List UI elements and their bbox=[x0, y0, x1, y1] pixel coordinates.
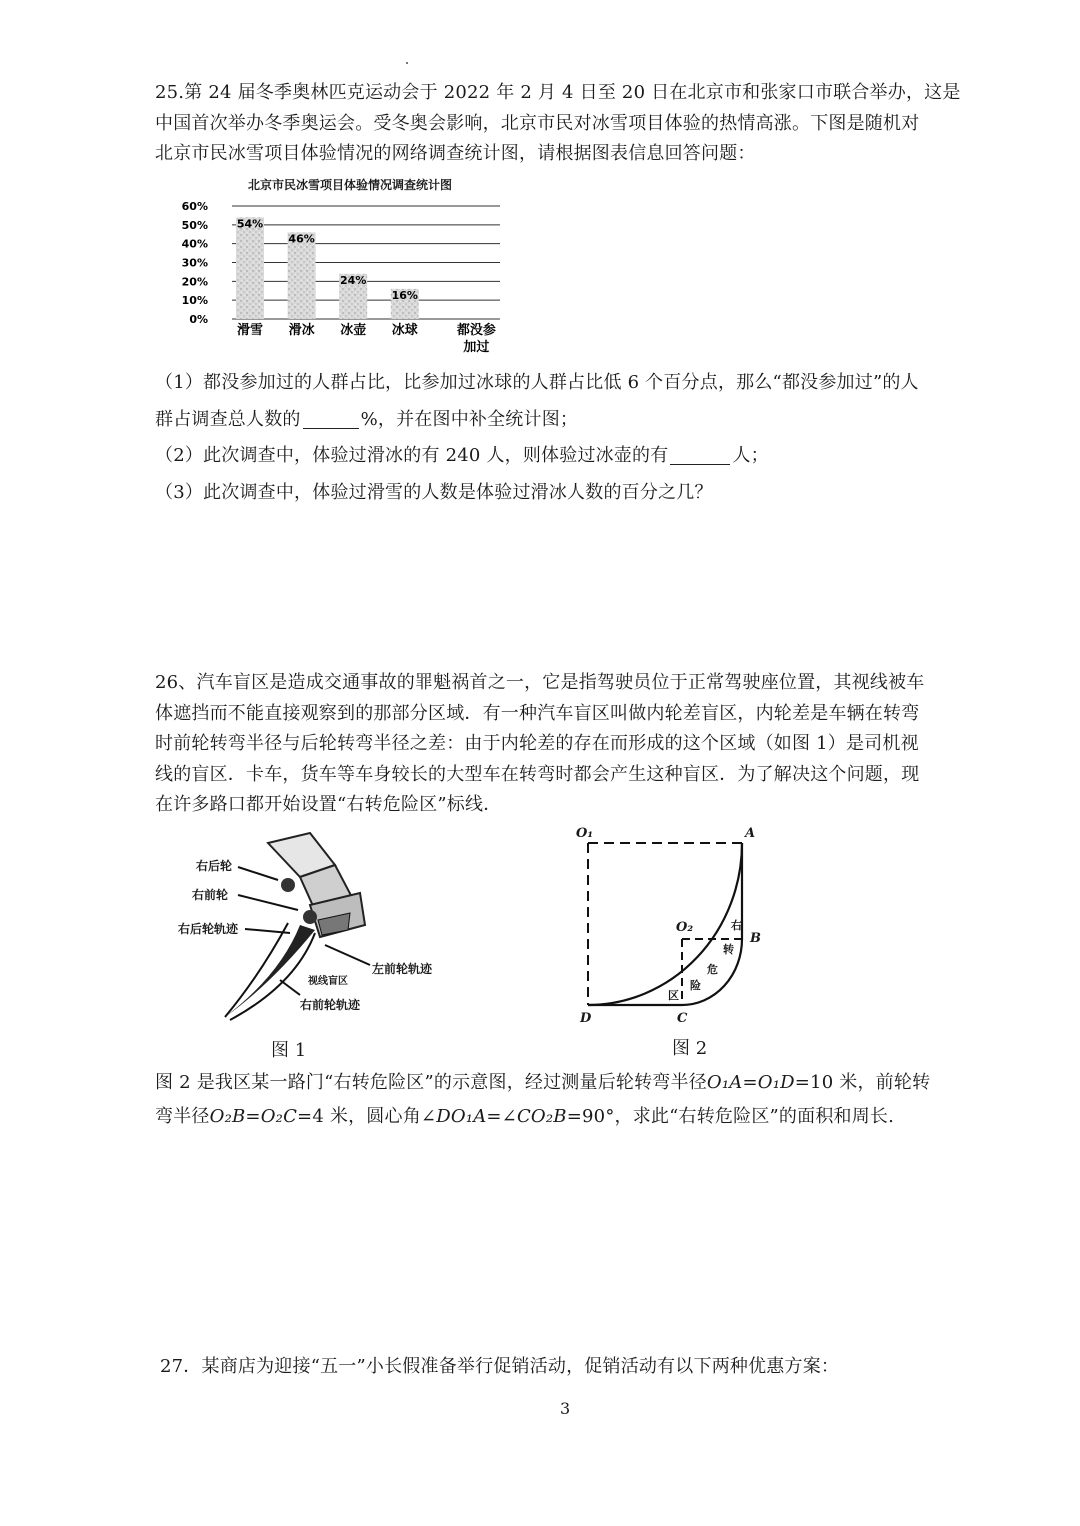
q26-task-line2 bbox=[155, 1102, 970, 1133]
point-o1: O₁ bbox=[576, 826, 594, 841]
q26-text: =90°，求此“右转危险区”的面积和周长. bbox=[566, 1105, 895, 1127]
y-tick-label: 60% bbox=[181, 200, 208, 213]
figure-1-caption: 图 1 bbox=[271, 1040, 307, 1061]
q26-task-line1 bbox=[155, 1068, 970, 1099]
q25-line: 25.第 24 届冬季奥林匹克运动会于 2022 年 2 月 4 日至 20 日在北京市和张家口市联合举办，这是 bbox=[155, 82, 961, 103]
x-tick-label: 滑雪 bbox=[236, 323, 264, 338]
zone-char: 转 bbox=[723, 943, 734, 956]
q26-text: =4 米，圆心角 bbox=[297, 1105, 421, 1127]
q25-sub2-text: （2）此次调查中，体验过滑冰的有 240 人，则体验过冰壶的有 bbox=[155, 445, 669, 466]
q25-line: 北京市民冰雪项目体验情况的网络调查统计图，请根据图表信息回答问题： bbox=[155, 143, 756, 164]
fig1-label-blind-zone: 视线盲区 bbox=[308, 976, 348, 987]
fig1-label-front-track: 右前轮轨迹 bbox=[300, 998, 361, 1012]
scan-speck bbox=[406, 62, 408, 64]
q26-line: 在许多路口都开始设置“右转危险区”标线． bbox=[155, 794, 502, 815]
zone-char: 险 bbox=[690, 979, 701, 992]
x-tick-label: 冰球 bbox=[391, 323, 418, 338]
figure-2-caption: 图 2 bbox=[672, 1038, 708, 1059]
data-label: 54% bbox=[236, 217, 264, 231]
y-tick-label: 50% bbox=[181, 218, 208, 232]
q26-math: O₂B=O₂C bbox=[209, 1105, 298, 1127]
q25-sub2-tail: 人； bbox=[732, 445, 769, 466]
q26-text: 图 2 是我区某一路门“右转危险区”的示意图，经过测量后轮转弯半径 bbox=[155, 1072, 707, 1093]
q26-line: 线的盲区．卡车，货车等车身较长的大型车在转弯时都会产生这种盲区．为了解决这个问题，现 bbox=[155, 763, 920, 785]
q26-line: 时前轮转弯半径与后轮转弯半径之差：由于内轮差的存在而形成的这个区域（如图 1）是司机视 bbox=[155, 733, 919, 754]
q25-sub2 bbox=[155, 441, 970, 472]
fig1-label-front-wheel: 右前轮 bbox=[192, 888, 229, 902]
x-tick-label: 加过 bbox=[463, 340, 490, 355]
fig1-label-rear-wheel: 右后轮 bbox=[196, 859, 233, 873]
answer-blank-1[interactable] bbox=[303, 408, 359, 429]
point-o2: O₂ bbox=[676, 920, 694, 935]
q25-sub1-text-tail: %，并在图中补全统计图； bbox=[360, 408, 579, 430]
zone-char: 右 bbox=[731, 919, 742, 932]
q25-sub1-line1: （1）都没参加过的人群占比，比参加过冰球的人群占比低 6 个百分点，那么“都没参加过”的人 bbox=[155, 372, 919, 393]
q26-intro bbox=[155, 668, 970, 821]
q25-sub3: （3）此次调查中，体验过滑雪的人数是体验过滑冰人数的百分之几？ bbox=[155, 481, 713, 503]
survey-bar-chart bbox=[180, 192, 520, 362]
q25-sub1-text: 群占调查总人数的 bbox=[155, 408, 301, 430]
q26-math: ∠DO₁A=∠CO₂B bbox=[420, 1105, 567, 1127]
point-c: C bbox=[677, 1011, 688, 1026]
q25-questions bbox=[155, 368, 970, 508]
x-tick-label: 都没参 bbox=[456, 323, 496, 338]
point-d: D bbox=[580, 1011, 592, 1026]
q26-math: O₁A=O₁D bbox=[706, 1072, 795, 1093]
page-number: 3 bbox=[560, 1399, 571, 1418]
fig1-label-left-front-track: 左前轮轨迹 bbox=[372, 962, 433, 976]
q26-text: =10 米，前轮转 bbox=[794, 1072, 931, 1093]
q26-task bbox=[155, 1068, 970, 1132]
point-a: A bbox=[745, 826, 756, 841]
zone-char: 区 bbox=[668, 989, 679, 1002]
bar-1 bbox=[236, 217, 264, 319]
q25-intro bbox=[155, 78, 970, 170]
y-tick-label: 10% bbox=[181, 294, 208, 308]
x-tick-label: 冰壶 bbox=[340, 323, 367, 338]
y-tick-label: 20% bbox=[181, 275, 208, 289]
fig1-label-rear-track: 右后轮轨迹 bbox=[178, 922, 239, 936]
data-label: 16% bbox=[391, 288, 418, 302]
answer-blank-2[interactable] bbox=[670, 444, 730, 465]
q26-line: 体遮挡而不能直接观察到的那部分区域．有一种汽车盲区叫做内轮差盲区，内轮差是车辆在转弯 bbox=[155, 702, 920, 724]
data-label: 24% bbox=[340, 273, 367, 287]
y-tick-label: 40% bbox=[181, 237, 208, 251]
zone-char: 危 bbox=[707, 963, 718, 976]
q26-text: 弯半径 bbox=[155, 1105, 210, 1127]
arc-da bbox=[588, 843, 742, 1005]
x-tick-label: 滑冰 bbox=[288, 323, 315, 338]
y-tick-label: 30% bbox=[181, 256, 208, 270]
q27-line: 27．某商店为迎接“五一”小长假准备举行促销活动，促销活动有以下两种优惠方案： bbox=[160, 1356, 840, 1377]
q27 bbox=[160, 1352, 975, 1383]
point-b: B bbox=[750, 931, 761, 946]
data-label: 46% bbox=[288, 232, 315, 246]
q25-line: 中国首次举办冬季奥运会。受冬奥会影响，北京市民对冰雪项目体验的热情高涨。下图是随机对 bbox=[155, 112, 920, 134]
q25-sub1-line2 bbox=[155, 405, 970, 436]
chart-title: 北京市民冰雪项目体验情况调查统计图 bbox=[248, 178, 453, 192]
y-tick-label: 0% bbox=[189, 313, 208, 326]
q26-line: 26、汽车盲区是造成交通事故的罪魁祸首之一，它是指驾驶员位于正常驾驶座位置，其视线被车 bbox=[155, 672, 925, 693]
